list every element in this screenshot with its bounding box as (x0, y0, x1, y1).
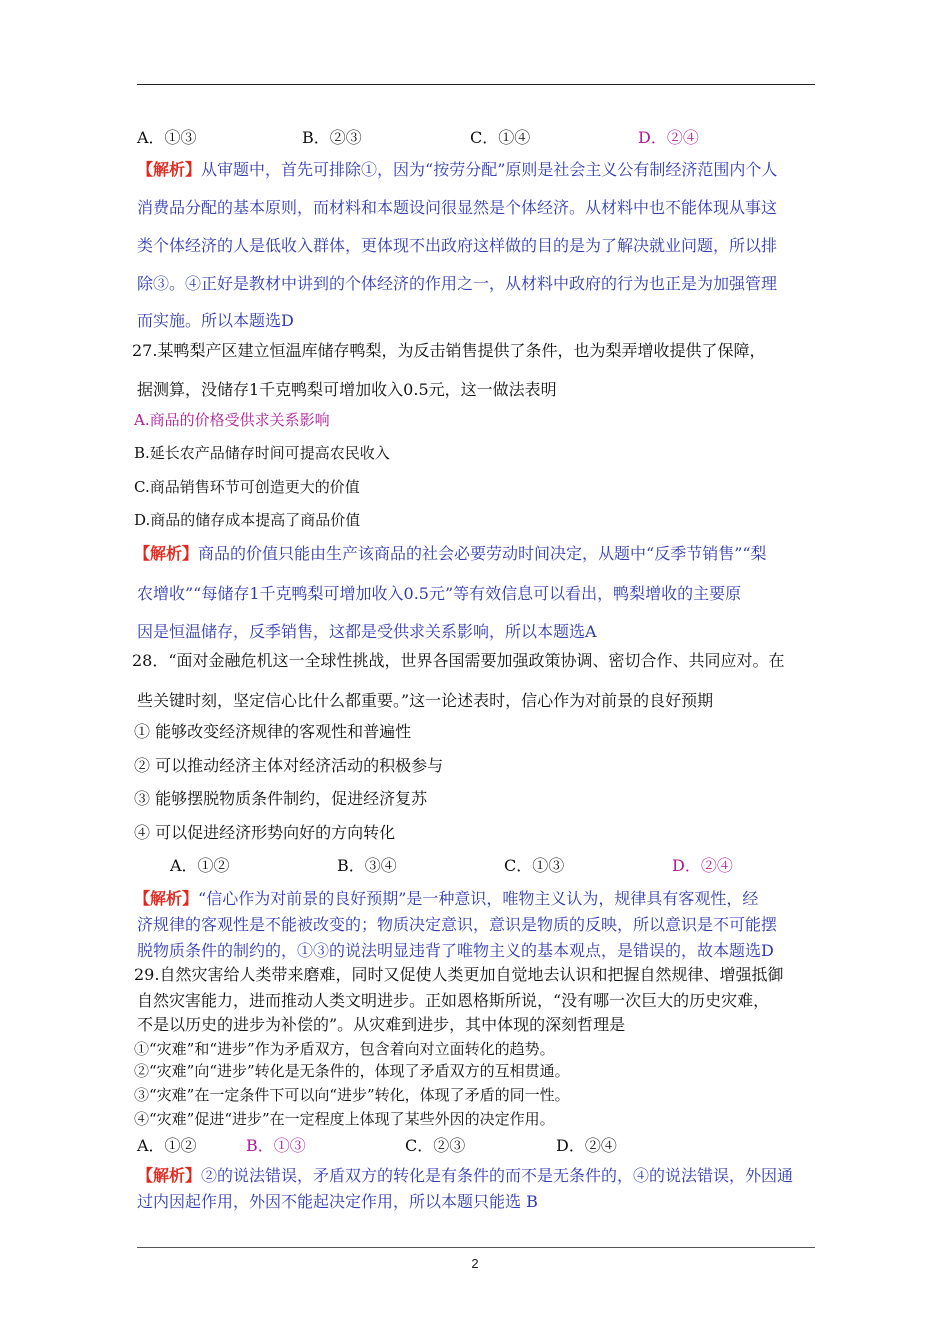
q26-analysis-tag: 【解析】 (137, 160, 202, 179)
q27-analysis-line-3: 因是恒温储存，反季销售，这都是受供求关系影响，所以本题选A (137, 622, 597, 641)
q29-analysis-tag: 【解析】 (137, 1166, 202, 1185)
q27-analysis-line-2: 农增收”“每储存1千克鸭梨可增加收入0.5元”等有效信息可以看出，鸭梨增收的主要原 (137, 584, 742, 603)
q28-analysis-line-2: 济规律的客观性是不能被改变的；物质决定意识，意识是物质的反映，所以意识是不可能摆 (137, 915, 778, 934)
q26-analysis-line-1: 【解析】从审题中，首先可排除①，因为“按劳分配”原则是社会主义公有制经济范围内个人 (137, 160, 778, 179)
q26-analysis-line-4: 除③。④正好是教材中讲到的个体经济的作用之一，从材料中政府的行为也正是为加强管理 (137, 274, 778, 293)
q29-statement-2: ②“灾难”向“进步”转化是无条件的，体现了矛盾双方的互相贯通。 (134, 1062, 570, 1080)
q29-analysis-line-1: 【解析】②的说法错误，矛盾双方的转化是有条件的而不是无条件的，④的说法错误，外因通 (137, 1166, 794, 1185)
q28-statement-4: ④ 可以促进经济形势向好的方向转化 (134, 823, 396, 842)
q29-stem-line-1: 29.自然灾害给人类带来磨难，同时又促使人类更加自觉地去认识和把握自然规律、增强抵御 (134, 965, 784, 984)
q26-analysis-line-3: 类个体经济的人是低收入群体，更体现不出政府这样做的目的是为了解决就业问题，所以排 (137, 236, 778, 255)
q28-statement-3: ③ 能够摆脱物质条件制约，促进经济复苏 (134, 789, 428, 808)
q26-option-d: D．②④ (638, 128, 699, 147)
page-number: 2 (471, 1256, 479, 1271)
q26-option-a: A．①③ (137, 128, 197, 147)
q28-option-a: A．①② (170, 856, 230, 875)
q29-statement-1: ①“灾难”和“进步”作为矛盾双方，包含着向对立面转化的趋势。 (134, 1040, 555, 1058)
q27-option-b: B.延长农产品储存时间可提高农民收入 (134, 444, 390, 462)
q29-option-a: A．①② (137, 1136, 197, 1155)
q27-stem-line-2: 据测算，没储存1千克鸭梨可增加收入0.5元，这一做法表明 (137, 380, 557, 399)
q29-option-b: B．①③ (246, 1136, 306, 1155)
q27-analysis-line-1: 【解析】商品的价值只能由生产该商品的社会必要劳动时间决定，从题中“反季节销售”“梨 (134, 544, 767, 563)
q28-statement-1: ① 能够改变经济规律的客观性和普遍性 (134, 722, 412, 741)
q28-option-c: C．①③ (504, 856, 565, 875)
q26-option-c: C．①④ (470, 128, 531, 147)
q29-analysis-line-2: 过内因起作用，外因不能起决定作用，所以本题只能选 B (137, 1192, 538, 1211)
q28-statement-2: ② 可以推动经济主体对经济活动的积极参与 (134, 756, 444, 775)
footer-rule (137, 1247, 815, 1248)
q28-analysis-line-3: 脱物质条件的制约的，①③的说法明显违背了唯物主义的基本观点，是错误的，故本题选D (137, 941, 774, 960)
q26-option-b: B．②③ (302, 128, 362, 147)
q29-option-c: C．②③ (405, 1136, 466, 1155)
q27-stem-line-1: 27.某鸭梨产区建立恒温库储存鸭梨，为反击销售提供了条件，也为梨弄增收提供了保障， (132, 341, 766, 360)
q28-stem-line-1: 28．“面对金融危机这一全球性挑战，世界各国需要加强政策协调、密切合作、共同应对。在 (132, 651, 785, 670)
header-rule (137, 84, 815, 85)
q28-option-d: D．②④ (672, 856, 733, 875)
q29-statement-3: ③“灾难”在一定条件下可以向“进步”转化，体现了矛盾的同一性。 (134, 1086, 570, 1104)
q27-option-c: C.商品销售环节可创造更大的价值 (134, 478, 360, 496)
q28-stem-line-2: 些关键时刻，坚定信心比什么都重要。”这一论述表时，信心作为对前景的良好预期 (137, 691, 714, 710)
q27-option-d: D.商品的储存成本提高了商品价值 (134, 511, 361, 529)
q28-option-b: B．③④ (337, 856, 397, 875)
q27-analysis-tag: 【解析】 (134, 544, 199, 563)
q26-analysis-line-2: 消费品分配的基本原则，而材料和本题设问很显然是个体经济。从材料中也不能体现从事这 (137, 198, 778, 217)
q26-analysis-line-5: 而实施。所以本题选D (137, 311, 294, 330)
q28-analysis-line-1: 【解析】“信心作为对前景的良好预期”是一种意识，唯物主义认为，规律具有客观性，经 (134, 889, 759, 908)
q28-analysis-tag: 【解析】 (134, 889, 199, 908)
q29-statement-4: ④“灾难”促进“进步”在一定程度上体现了某些外因的决定作用。 (134, 1110, 555, 1128)
q29-option-d: D．②④ (556, 1136, 617, 1155)
q27-option-a: A.商品的价格受供求关系影响 (134, 411, 330, 429)
q29-stem-line-2: 自然灾害能力，进而推动人类文明进步。正如恩格斯所说，“没有哪一次巨大的历史灾难， (137, 991, 770, 1010)
q29-stem-line-3: 不是以历史的进步为补偿的”。从灾难到进步，其中体现的深刻哲理是 (137, 1015, 626, 1034)
